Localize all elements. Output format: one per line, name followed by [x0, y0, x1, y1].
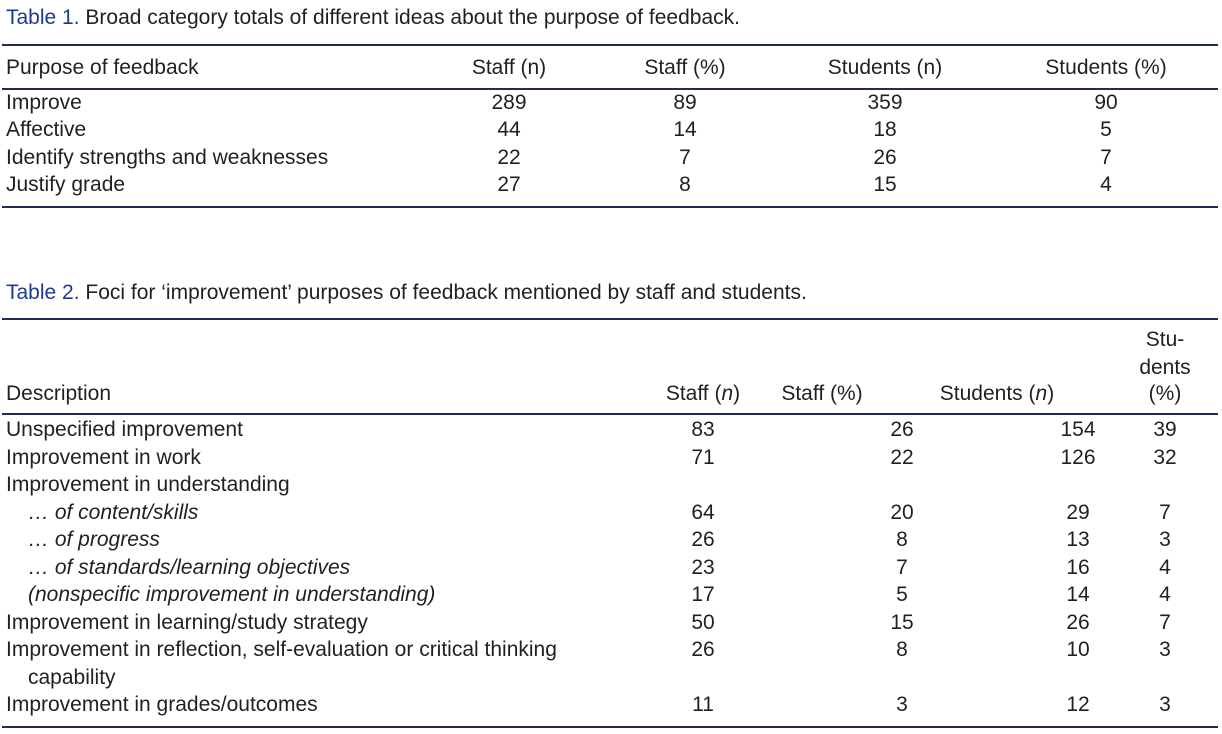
table2-header-students-pct-line1: Stu-: [1145, 328, 1185, 351]
row-label: Improvement in learning/study strategy: [6, 611, 368, 634]
table-row: [0, 611, 1222, 639]
cell-staff-pct: 14: [673, 118, 697, 141]
cell-staff-pct: 15: [890, 611, 914, 634]
table-row: [0, 473, 1222, 501]
students-n-close: ): [1047, 382, 1055, 405]
table-row: [0, 666, 1222, 694]
table2-header-students-pct-line2: dents: [1139, 356, 1191, 379]
row-label-continued: capability: [28, 666, 116, 689]
cell-staff-pct: 20: [890, 501, 914, 524]
cell-staff-pct: 7: [679, 146, 691, 169]
row-label: Improvement in grades/outcomes: [6, 693, 318, 716]
cell-students-pct: 32: [1153, 446, 1177, 469]
table2-header-row: [0, 326, 1222, 410]
table1-top-rule: [2, 44, 1218, 46]
cell-staff-pct: 26: [890, 418, 914, 441]
row-label: Improve: [6, 91, 82, 114]
table1-header-students-pct: Students (%): [1045, 56, 1167, 79]
table1-header-row: [0, 56, 1222, 84]
row-label: Identify strengths and weaknesses: [6, 146, 329, 169]
table1-header-purpose: Purpose of feedback: [6, 56, 199, 79]
cell-students-pct: 4: [1100, 173, 1112, 196]
row-label: Improvement in reflection, self-evaluation or critical thinking: [6, 638, 557, 661]
cell-students-n: 154: [1060, 418, 1096, 441]
cell-students-n: 26: [1066, 611, 1090, 634]
cell-students-n: 18: [873, 118, 897, 141]
cell-students-pct: 3: [1159, 638, 1171, 661]
table1-header-staff-n: Staff (n): [471, 56, 547, 79]
cell-students-n: 126: [1060, 446, 1096, 469]
cell-staff-pct: 8: [896, 528, 908, 551]
cell-staff-pct: 7: [896, 556, 908, 579]
cell-staff-n: 50: [691, 611, 715, 634]
row-label: … of progress: [28, 528, 160, 551]
cell-students-n: 13: [1066, 528, 1090, 551]
table-row: [0, 501, 1222, 529]
table-row: [0, 528, 1222, 556]
table2-bottom-rule: [2, 726, 1218, 728]
cell-students-n: 16: [1066, 556, 1090, 579]
cell-students-pct: 39: [1153, 418, 1177, 441]
table-row: [0, 556, 1222, 584]
table2-header-description: Description: [6, 382, 112, 405]
cell-staff-pct: 8: [679, 173, 691, 196]
table2-header-staff-pct: Staff (%): [781, 382, 863, 405]
cell-students-pct: 5: [1100, 118, 1112, 141]
cell-students-pct: 4: [1159, 556, 1171, 579]
cell-staff-pct: 3: [896, 693, 908, 716]
table-row: [0, 583, 1222, 611]
cell-students-n: 14: [1066, 583, 1090, 606]
cell-staff-n: 71: [691, 446, 715, 469]
table2-header-rule: [2, 413, 1218, 415]
table-row: [0, 638, 1222, 666]
cell-students-n: 15: [873, 173, 897, 196]
table1-caption: [6, 6, 740, 30]
table1-header-students-n: Students (n): [827, 56, 943, 79]
cell-staff-n: 44: [497, 118, 521, 141]
table2-header-students-n: [940, 382, 1054, 406]
cell-students-n: 26: [873, 146, 897, 169]
cell-students-pct: 3: [1159, 528, 1171, 551]
cell-students-n: 29: [1066, 501, 1090, 524]
table2-caption: [6, 281, 807, 305]
cell-staff-n: 289: [491, 91, 527, 114]
cell-staff-n: 64: [691, 501, 715, 524]
row-label: Justify grade: [6, 173, 126, 196]
table-row: [0, 173, 1222, 201]
table1-bottom-rule: [2, 206, 1218, 208]
cell-students-pct: 7: [1159, 611, 1171, 634]
cell-staff-n: 11: [692, 693, 714, 716]
cell-staff-pct: 89: [673, 91, 697, 114]
cell-students-n: 10: [1066, 638, 1090, 661]
table1-header-staff-pct: Staff (%): [644, 56, 726, 79]
cell-staff-n: 26: [691, 638, 715, 661]
cell-students-n: 359: [867, 91, 903, 114]
table2-header-students-pct-line3: (%): [1148, 382, 1182, 405]
table-row: [0, 91, 1222, 119]
cell-students-pct: 3: [1159, 693, 1171, 716]
cell-staff-n: 17: [691, 583, 715, 606]
cell-students-pct: 4: [1159, 583, 1171, 606]
table1-caption-text: Broad category totals of different ideas about the purpose of feedback.: [85, 6, 740, 29]
staff-n-label: Staff (: [665, 382, 722, 405]
row-label: Improvement in understanding: [6, 473, 290, 496]
cell-staff-n: 22: [497, 146, 521, 169]
table2-top-rule: [2, 318, 1218, 320]
table-row: [0, 693, 1222, 721]
cell-students-pct: 7: [1100, 146, 1112, 169]
table-row: [0, 446, 1222, 474]
row-label: … of content/skills: [28, 501, 199, 524]
table-row: [0, 118, 1222, 146]
cell-staff-n: 27: [497, 173, 521, 196]
staff-n-close: ): [733, 382, 741, 405]
row-label: … of standards/learning objectives: [28, 556, 351, 579]
cell-students-pct: 7: [1159, 501, 1171, 524]
table2-caption-label: Table 2.: [6, 281, 80, 304]
cell-staff-pct: 8: [896, 638, 908, 661]
table-row: [0, 418, 1222, 446]
cell-staff-pct: 22: [890, 446, 914, 469]
row-label: (nonspecific improvement in understanding): [28, 583, 436, 606]
row-label: Improvement in work: [6, 446, 201, 469]
cell-students-n: 12: [1066, 693, 1090, 716]
staff-n-var: n: [721, 382, 734, 405]
table2-header-staff-n: [666, 382, 740, 406]
table-row: [0, 146, 1222, 174]
cell-staff-pct: 5: [896, 583, 908, 606]
cell-students-pct: 90: [1094, 91, 1118, 114]
table2-caption-text: Foci for ‘improvement’ purposes of feedback mentioned by staff and students.: [85, 281, 807, 304]
students-n-label: Students (: [939, 382, 1036, 405]
table1-header-rule: [2, 88, 1218, 90]
cell-staff-n: 83: [691, 418, 715, 441]
table1-caption-label: Table 1.: [6, 6, 80, 29]
cell-staff-n: 23: [691, 556, 715, 579]
cell-staff-n: 26: [691, 528, 715, 551]
row-label: Affective: [6, 118, 87, 141]
row-label: Unspecified improvement: [6, 418, 243, 441]
students-n-var: n: [1035, 382, 1048, 405]
